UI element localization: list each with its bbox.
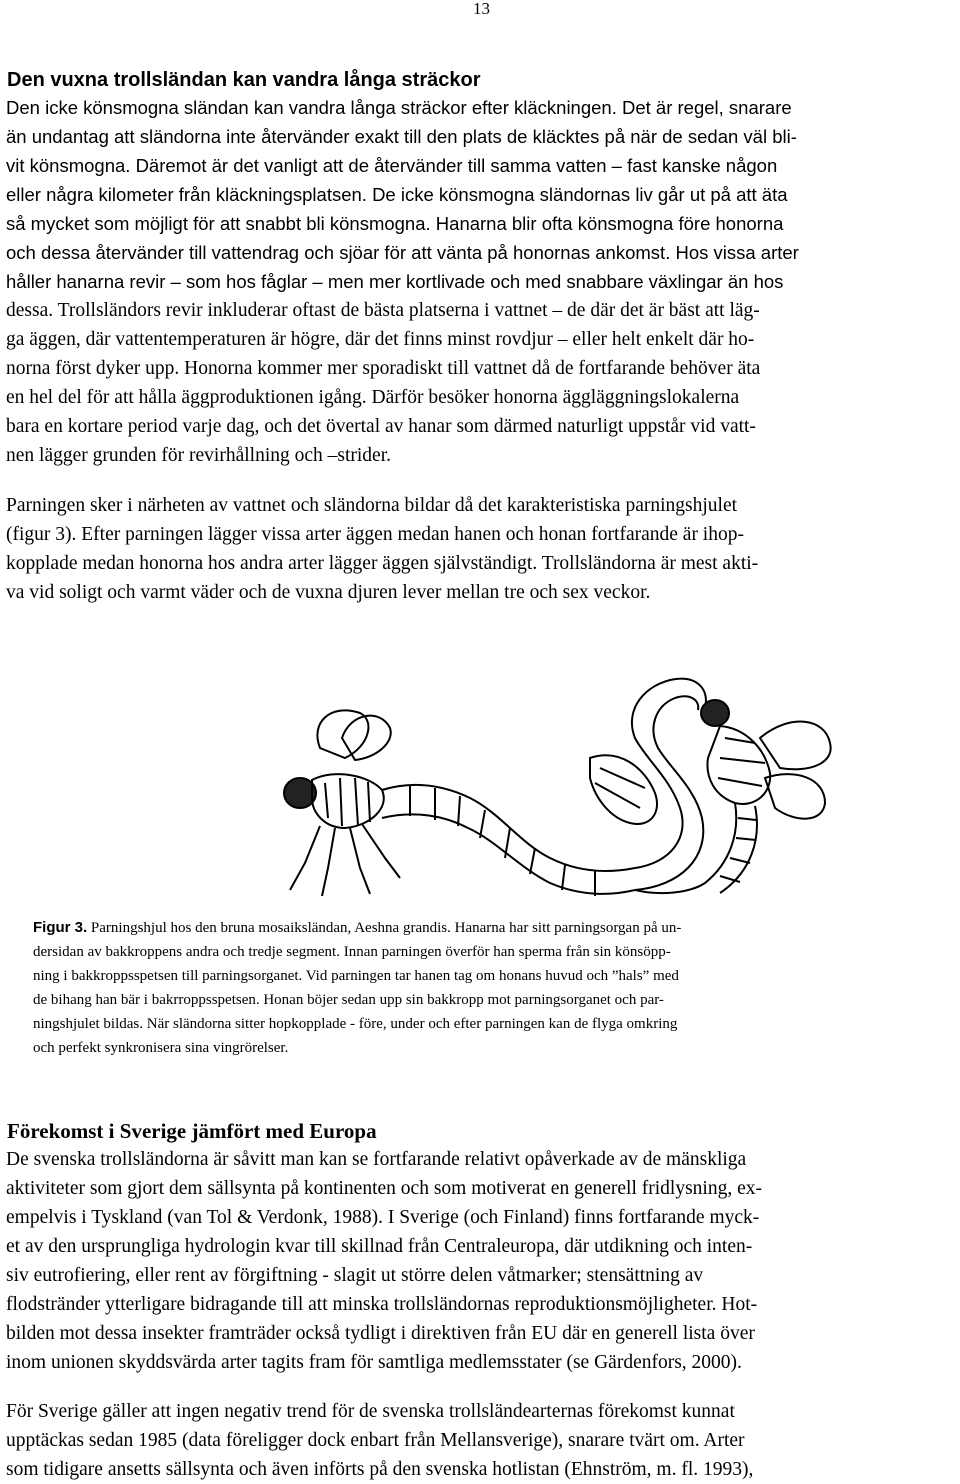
text-line: Den icke könsmogna sländan kan vandra långa sträckor efter kläckningen. Det är regel, snarare [6, 97, 792, 118]
text-line: siv eutrofiering, eller rent av förgiftning - slagit ut större delen våtmarker; stensättning av [6, 1265, 704, 1286]
text-line: ga äggen, där vattentemperaturen är högre, där det finns minst rovdjur – eller helt enkelt där ho- [6, 329, 755, 350]
section-heading-vandra: Den vuxna trollsländan kan vandra långa sträckor [7, 69, 481, 91]
paragraph-forekomst-1 [6, 1145, 956, 1377]
text-line: håller hanarna revir – som hos fåglar – men mer kortlivade och med snabbare växlingar än hos [6, 271, 784, 292]
section-heading-forekomst: Förekomst i Sverige jämfört med Europa [7, 1119, 377, 1143]
page-number: 13 [473, 0, 490, 18]
text-line: (figur 3). Efter parningen lägger vissa arter äggen medan hanen och honan fortfarande är ihop- [6, 524, 744, 545]
text-line: bara en kortare period varje dag, och det övertal av hanar som därmed naturligt uppstår vid vatt- [6, 416, 756, 437]
text-line: aktiviteter som gjort dem sällsynta på kontinenten och som motiverat en generell fridlysning, ex- [6, 1178, 762, 1199]
text-line: som tidigare ansetts sällsynta och även införts på den svenska hotlistan (Ehnström, m. fl. 1993), [6, 1459, 754, 1480]
text-line: bilden mot dessa insekter framträder också tydligt i direktiven från EU där en generell lista över [6, 1323, 755, 1344]
text-line: et av den ursprungliga hydrologin kvar till skillnad från Centraleuropa, där utdikning och inten- [6, 1236, 753, 1257]
text-line: eller några kilometer från kläckningsplatsen. De icke könsmogna sländornas liv går ut på att äta [6, 184, 788, 205]
text-line: De svenska trollsländorna är såvitt man kan se fortfarande relativt opåverkade av de mänskliga [6, 1149, 747, 1170]
paragraph-parning [6, 491, 956, 607]
text-line: vit könsmogna. Däremot är det vanligt att de återvänder till samma vatten – fast kanske någon [6, 155, 778, 176]
text-line: upptäckas sedan 1985 (data föreligger dock enbart från Mellansverige), snarare tvärt om. Arter [6, 1430, 745, 1451]
text-line: än undantag att sländorna inte återvänder exakt till den plats de kläcktes på när de sedan väl bli- [6, 126, 797, 147]
text-line: och dessa återvänder till vattendrag och sjöar för att vänta på honornas ankomst. Hos vissa arter [6, 242, 799, 263]
paragraph-vandra-1 [6, 93, 956, 296]
caption-line: dersidan av bakkroppens andra och tredje segment. Innan parningen överför han sperma från sin könsöpp- [33, 944, 671, 960]
text-line: För Sverige gäller att ingen negativ trend för de svenska trollsländearternas förekomst kunnat [6, 1401, 735, 1422]
caption-text: Parningshjul hos den bruna mosaiksländan, Aeshna grandis. Hanarna har sitt parningsorgan på un- [87, 920, 682, 936]
text-line: norna först dyker upp. Honorna kommer mer sporadiskt till vattnet då de fortfarande behöver äta [6, 358, 761, 379]
text-line: dessa. Trollsländors revir inkluderar oftast de bästa platserna i vattnet – de där det är bäst att läg- [6, 300, 760, 321]
text-line: Parningen sker i närheten av vattnet och sländorna bildar då det karakteristiska parningshjulet [6, 495, 738, 516]
text-line: inom unionen skyddsvärda arter tagits fram för samtliga medlemsstater (se Gärdenfors, 2000). [6, 1352, 742, 1373]
paragraph-vandra-2 [6, 296, 956, 470]
dragonfly-pair-drawing [250, 668, 960, 900]
caption-line: och perfekt synkronisera sina vingrörelser. [33, 1040, 289, 1056]
caption-line: ning i bakkroppsspetsen till parningsorganet. Vid parningen tar hanen tag om honans huvud och ”hals” med [33, 968, 679, 984]
caption-line: ningshjulet bildas. När sländorna sitter hopkopplade - före, under och efter parningen kan de flyga omkring [33, 1016, 678, 1032]
paragraph-forekomst-2 [6, 1397, 956, 1484]
figure-mating-wheel-illustration [250, 668, 960, 900]
figure-caption [33, 916, 933, 1060]
text-line: flodstränder ytterligare bidragande till att minska trollsländornas reproduktionsmöjligheter. Hot- [6, 1294, 758, 1315]
text-line: nen lägger grunden för revirhållning och –strider. [6, 445, 392, 466]
text-line: en hel del för att hålla äggproduktionen igång. Därför besöker honorna äggläggningslokalerna [6, 387, 740, 408]
text-line: empelvis i Tyskland (van Tol & Verdonk, 1988). I Sverige (och Finland) finns fortfarande myck- [6, 1207, 760, 1228]
caption-line: de bihang han bär i bakrroppsspetsen. Honan böjer sedan upp sin bakkropp mot parningsorganet och par- [33, 992, 664, 1008]
caption-label: Figur 3. [33, 919, 88, 936]
text-line: så mycket som möjligt för att snabbt bli könsmogna. Hanarna blir ofta könsmogna före honorna [6, 213, 784, 234]
caption-line-1 [33, 916, 933, 940]
text-line: kopplade medan honorna hos andra arter lägger äggen självständigt. Trollsländorna är mest akti- [6, 553, 759, 574]
text-line: va vid soligt och varmt väder och de vuxna djuren lever mellan tre och sex veckor. [6, 582, 651, 603]
